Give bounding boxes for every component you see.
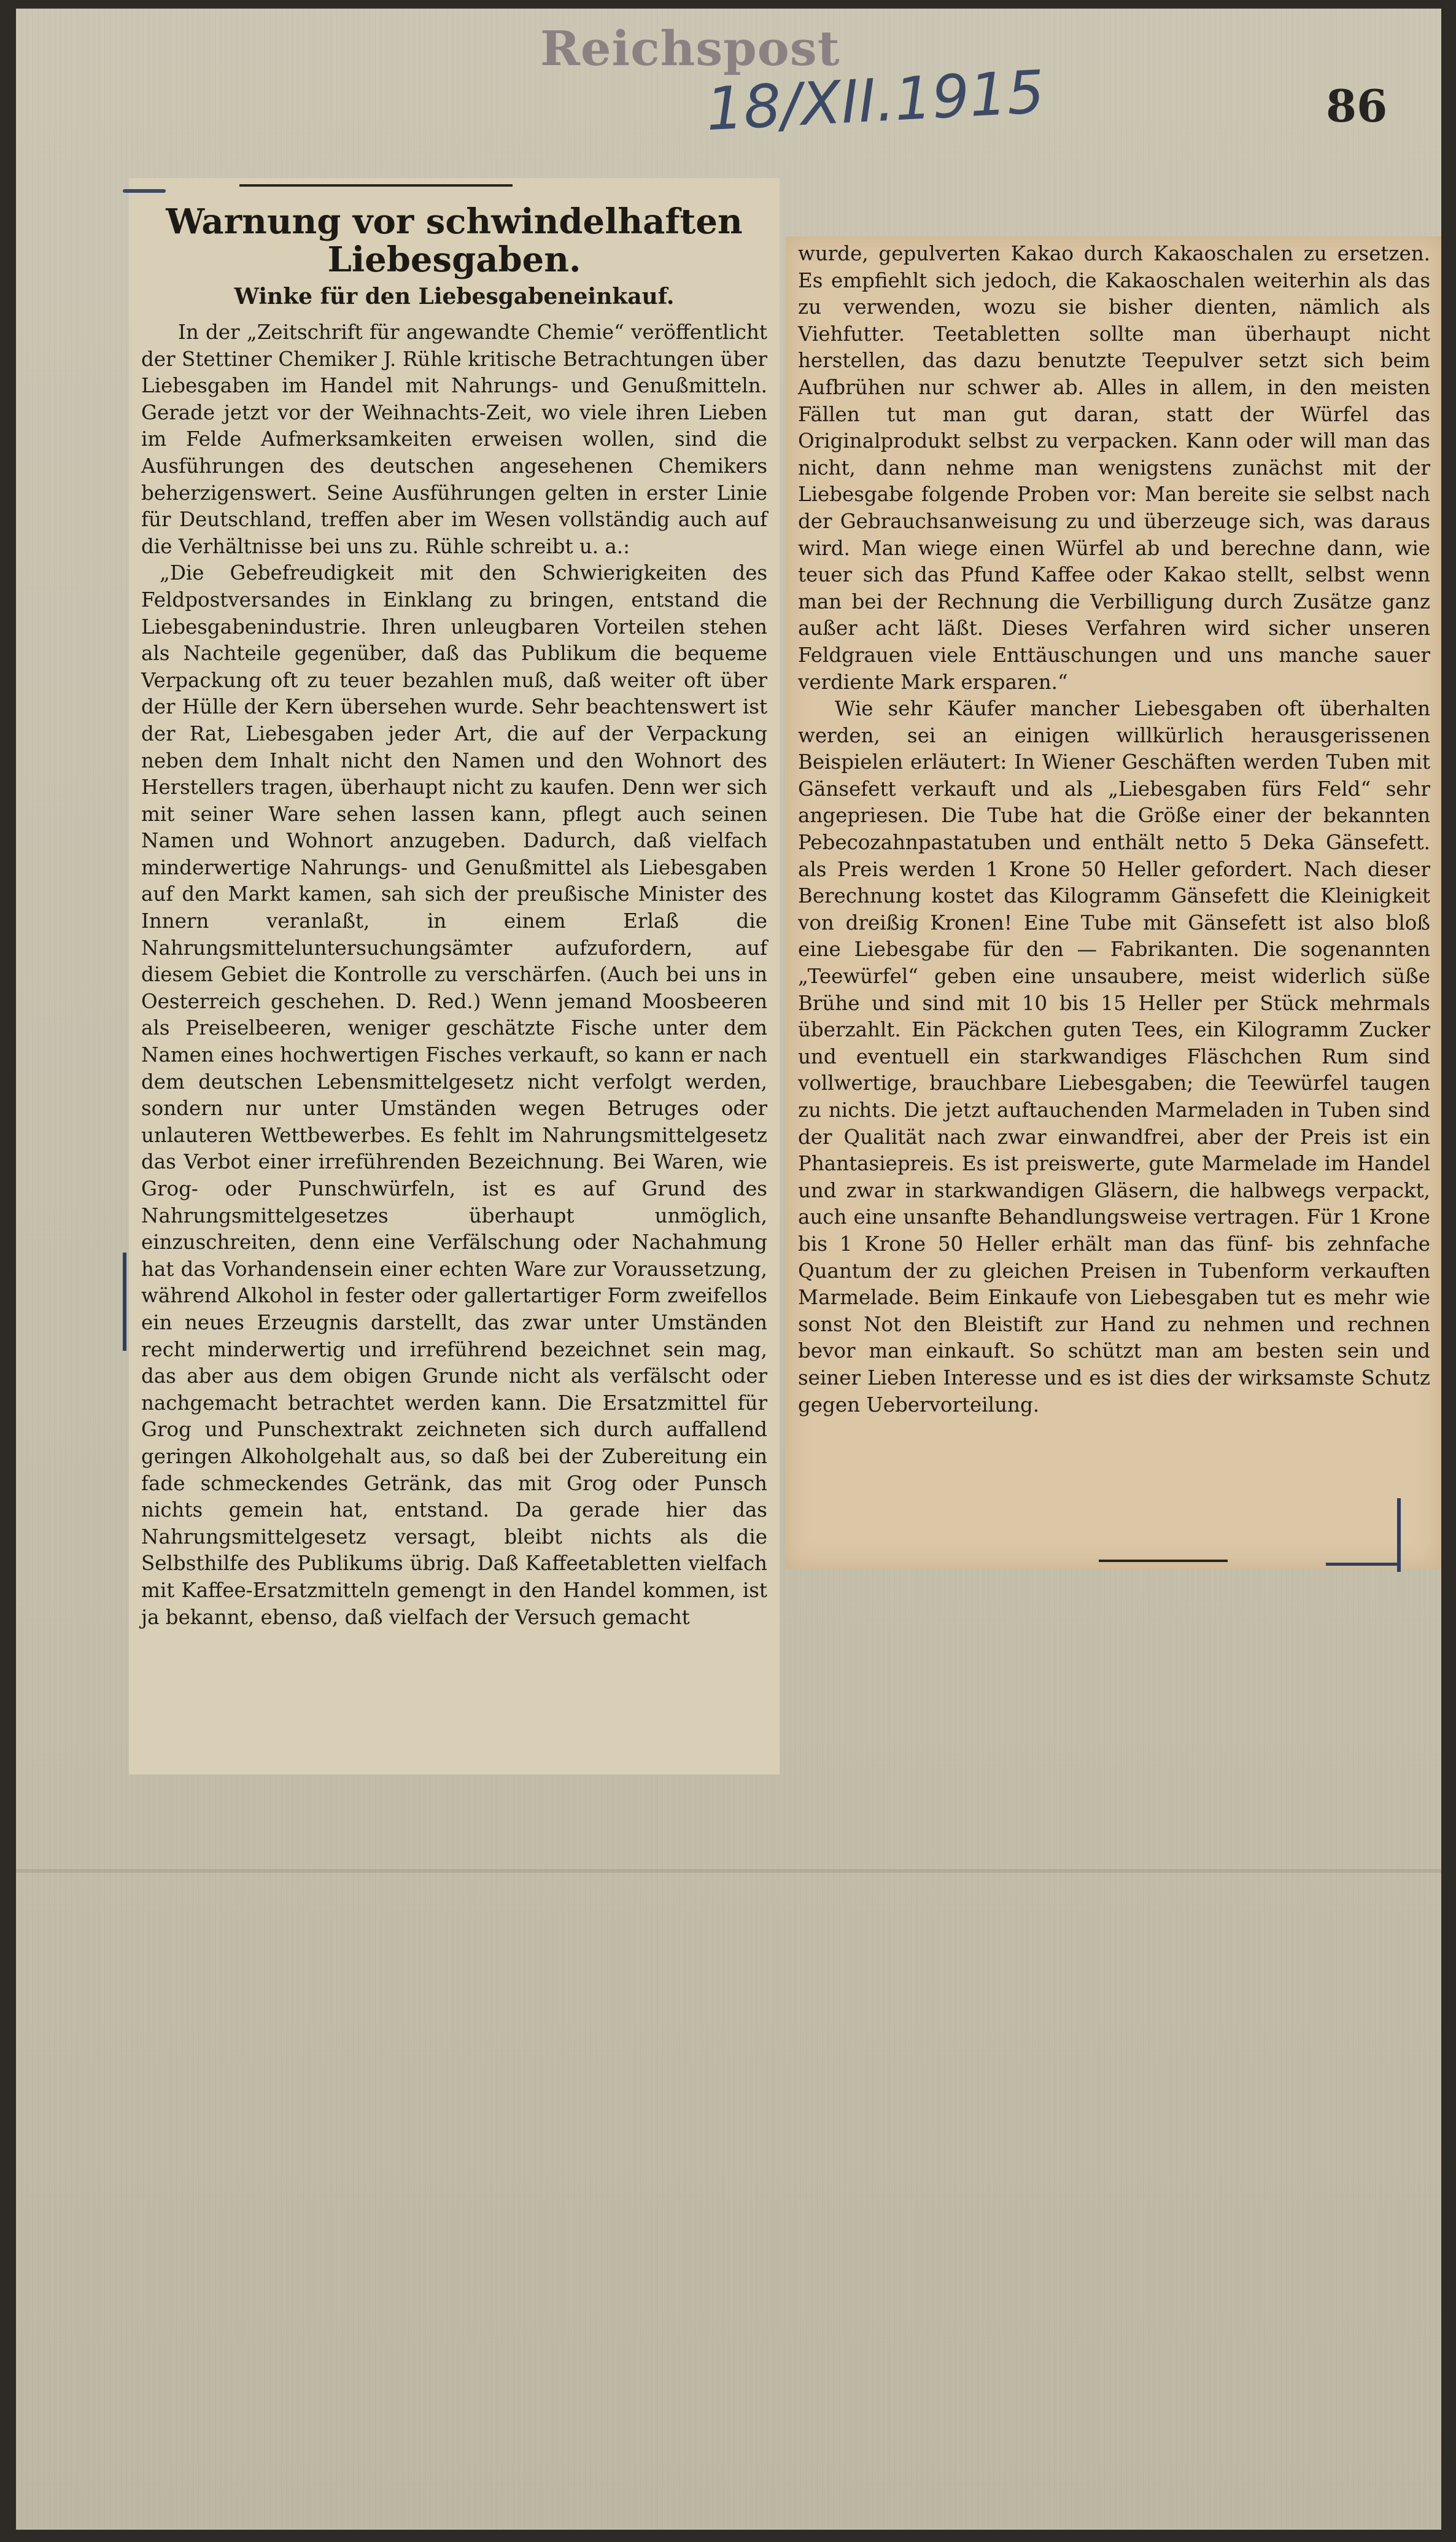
article-column-1: [141, 319, 767, 1631]
pencil-hook: [1326, 1563, 1400, 1566]
sheet-fold: [16, 1869, 1441, 1873]
pencil-bracket: [1397, 1498, 1401, 1572]
paragraph: Wie sehr Käufer mancher Liebesgaben oft überhalten werden, sei an einigen willkürlich herausgerissenen Beispielen erläutert: In Wiener Geschäften werden Tuben mit Gänsefett verkauft und als „Liebesgaben fürs Feld“ sehr angepriesen. Die Tube hat die Größe einer der bekannten Pebecozahnpastatuben und enthält netto 5 Deka Gänsefett. als Preis werden 1 Krone 50 Heller gefordert. Nach dieser Berechnung kostet das Kilogramm Gänsefett die Kleinigkeit von dreißig Kronen! Eine Tube mit Gänsefett ist also bloß eine Liebesgabe für den — Fabrikanten. Die sogenannten „Teewürfel“ geben eine unsaubere, meist widerlich süße Brühe und sind mit 10 bis 15 Heller per Stück mehrmals überzahlt. Ein Päckchen guten Tees, ein Kilogramm Zucker und eventuell ein starkwandiges Fläschchen Rum sind vollwertige, brauchbare Liebesgaben; die Teewürfel taugen zu nichts. Die jetzt auftauchenden Marmeladen in Tuben sind der Qualität nach zwar einwandfrei, aber der Preis ist ein Phantasiepreis. Es ist preiswerte, gute Marmelade im Handel und zwar in starkwandigen Gläsern, die halbwegs verpackt, auch eine unsanfte Behandlungsweise vertragen. Für 1 Krone bis 1 Krone 50 Heller erhält man das fünf- bis zehnfache Quantum der zu gleichen Preisen in Tubenform verkauften Marmelade. Beim Einkaufe von Liebesgaben tut es mehr wie sonst Not den Bleistift zur Hand zu nehmen und rechnen bevor man einkauft. So schützt man am besten sein und seiner Lieben Interesse und es ist dies der wirksamste Schutz gegen Uebervorteilung.: [798, 697, 1430, 1417]
newspaper-stamp: Reichspost: [540, 21, 840, 77]
paragraph: In der „Zeitschrift für angewandte Chemie“ veröffentlicht der Stettiner Chemiker J. Rühle kritische Betrachtungen über Liebesgaben im Handel mit Nahrungs- und Genußmitteln. Gerade jetzt vor der Weihnachts-Zeit, wo viele ihren Lieben im Felde Aufmerksamkeiten erweisen wollen, sind die Ausführungen des deutschen angesehenen Chemikers beherzigenswert. Seine Ausführungen gelten in erster Linie für Deutschland, treffen aber im Wesen vollständig auch auf die Verhältnisse bei uns zu. Rühle schreibt u. a.:: [141, 321, 767, 558]
article-title-line1: Warnung vor schwindelhaften: [166, 201, 743, 242]
article-subtitle: Winke für den Liebesgabeneinkauf.: [234, 284, 675, 309]
paragraph: „Die Gebefreudigkeit mit den Schwierigkeiten des Feldpostversandes in Einklang zu bringen, entstand die Liebesgabenindustrie. Ihren unleugbaren Vorteilen stehen als Nachteile gegenüber, daß das Publikum die bequeme Verpackung oft zu teuer bezahlen muß, daß weiter oft über der Hülle der Kern übersehen wurde. Sehr beachtenswert ist der Rat, Liebesgaben jeder Art, die auf der Verpackung neben dem Inhalt nicht den Namen und den Wohnort des Herstellers tragen, überhaupt nicht zu kaufen. Denn wer sich mit seiner Ware sehen lassen kann, pflegt auch seinen Namen und Wohnort anzugeben. Dadurch, daß vielfach minderwertige Nahrungs- und Genußmittel als Liebesgaben auf den Markt kamen, sah sich der preußische Minister des Innern veranlaßt, in einem Erlaß die Nahrungsmitteluntersuchungsämter aufzufordern, auf diesem Gebiet die Kontrolle zu verschärfen. (Auch bei uns in Oesterreich geschehen. D. Red.) Wenn jemand Moosbeeren als Preiselbeeren, weniger geschätzte Fische unter dem Namen eines hochwertigen Fisches verkauft, so kann er nach dem deutschen Lebensmittelgesetz nicht verfolgt werden, sondern nur unter Umständen wegen Betruges oder unlauteren Wettbewerbes. Es fehlt im Nahrungsmittelgesetz das Verbot einer irreführenden Bezeichnung. Bei Waren, wie Grog- oder Punschwürfeln, ist es auf Grund des Nahrungsmittelgesetzes überhaupt unmöglich, einzuschreiten, denn eine Verfälschung oder Nachahmung hat das Vorhandensein einer echten Ware zur Voraussetzung, während Alkohol in fester oder gallertartiger Form zweifellos ein neues Erzeugnis darstellt, das zwar unter Umständen recht minderwertig und irreführend bezeichnet sein mag, das aber aus dem obigen Grunde nicht als verfälscht oder nachgemacht betrachtet werden kann. Die Ersatzmittel für Grog und Punschextrakt zeichneten sich durch auffallend geringen Alkoholgehalt aus, so daß bei der Zubereitung ein fade schmeckendes Getränk, das mit Grog oder Punsch nichts gemein hat, entstand. Da gerade hier das Nahrungsmittelgesetz versagt, bleibt nichts als die Selbsthilfe des Publikums übrig. Daß Kaffeetabletten vielfach mit Kaffee-Ersatzmitteln gemengt in den Handel kommen, ist ja bekannt, ebenso, daß vielfach der Versuch gemacht: [141, 561, 767, 1629]
article-title: [129, 203, 780, 279]
paragraph: wurde, gepulverten Kakao durch Kakaoschalen zu ersetzen. Es empfiehlt sich jedoch, die Kakaoschalen weiterhin als das zu verwenden, wozu sie bisher dienten, nämlich als Viehfutter. Teetabletten sollte man überhaupt nicht herstellen, das dazu benutzte Teepulver setzt sich beim Aufbrühen nur schwer ab. Alles in allem, in den meisten Fällen tut man gut daran, statt der Würfel das Originalprodukt selbst zu verpacken. Kann oder will man das nicht, dann nehme man wenigstens zunächst mit der Liebesgabe folgende Proben vor: Man bereite sie selbst nach der Gebrauchsanweisung zu und überzeuge sich, was daraus wird. Man wiege einen Würfel ab und berechne dann, wie teuer sich das Pfund Kaffee oder Kakao stellt, selbst wenn man bei der Rechnung die Verbilligung durch Zusätze ganz außer acht läßt. Dieses Verfahren wird sicher unseren Feldgrauen viele Enttäuschungen und uns manche sauer verdiente Mark ersparen.“: [798, 242, 1430, 694]
pencil-margin-mark: [123, 1253, 131, 1351]
handwritten-date: 18/XII.1915: [704, 57, 1047, 144]
page-number: 86: [1326, 80, 1388, 132]
article-title-line2: Liebesgaben.: [327, 239, 581, 280]
pencil-mark: [123, 189, 166, 193]
article-end-rule: [1099, 1560, 1228, 1562]
headline-rule: [239, 184, 513, 187]
article-column-2: [798, 241, 1430, 1418]
